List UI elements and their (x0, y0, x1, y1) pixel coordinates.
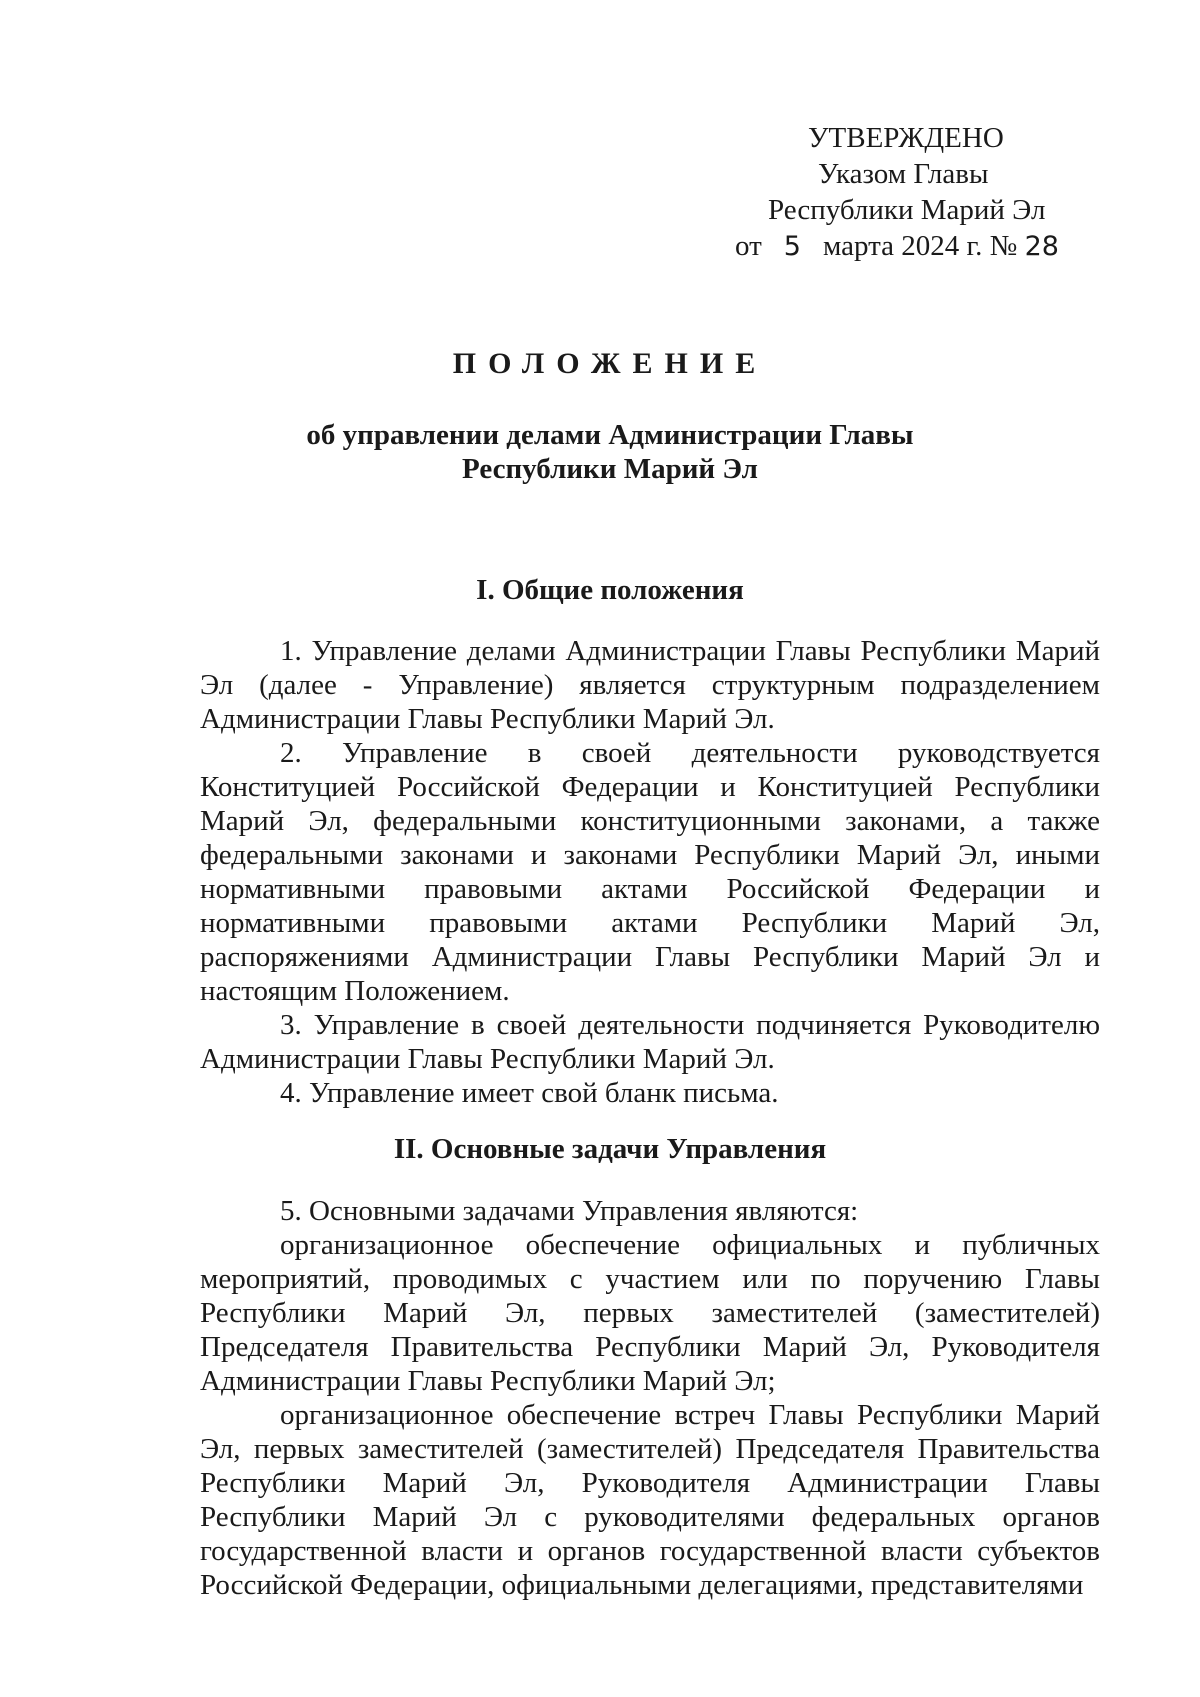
subtitle-line-2: Республики Марий Эл (462, 453, 758, 485)
date-prefix: от (735, 230, 762, 262)
document-subtitle (0, 418, 1200, 486)
paragraph-1: 1. Управление делами Администрации Главы Республики Марий Эл (далее - Управление) является структурным подразделением Администрации Главы Республики Марий Эл. (200, 635, 1100, 735)
date-rest: марта 2024 г. № (822, 230, 1018, 262)
document-title: ПОЛОЖЕНИЕ (452, 347, 768, 380)
task-item-1: организационное обеспечение официальных и публичных мероприятий, проводимых с участием или по поручению Главы Республики Марий Эл, первых заместителей (заместителей) Председателя Правительства Республики Марий Эл, Руководителя Администрации Главы Республики Марий Эл; (200, 1229, 1100, 1397)
section-heading-general: I. Общие положения (476, 574, 744, 606)
section-heading-tasks: II. Основные задачи Управления (393, 1133, 827, 1165)
paragraph-3: 3. Управление в своей деятельности подчиняется Руководителю Администрации Главы Республики Марий Эл. (200, 1009, 1100, 1075)
approval-republic: Республики Марий Эл (768, 194, 1046, 226)
subtitle-line-1: об управлении делами Администрации Главы (306, 419, 914, 451)
section-tasks-body (200, 1194, 1100, 1602)
approval-decree: Указом Главы (818, 158, 989, 190)
task-item-2: организационное обеспечение встреч Главы Республики Марий Эл, первых заместителей (заместителей) Председателя Правительства Республики Марий Эл, Руководителя Администрации Главы Республики Марий Эл с руководителями федеральных органов государственной власти и органов государственной власти субъектов Российской Федерации, официальными делегациями, представителями (200, 1399, 1100, 1601)
paragraph-4: 4. Управление имеет свой бланк письма. (280, 1077, 779, 1109)
decree-number: 28 (1024, 231, 1059, 262)
approval-date-line (690, 228, 1090, 265)
approval-stamp (690, 120, 1090, 265)
paragraph-2: 2. Управление в своей деятельности руководствуется Конституцией Российской Федерации и Конституцией Республики Марий Эл, федеральными конституционными законами, а также федеральными законами и законами Республики Марий Эл, иными нормативными правовыми актами Российской Федерации и нормативными правовыми актами Республики Марий Эл, распоряжениями Администрации Главы Республики Марий Эл и настоящим Положением. (200, 737, 1100, 1007)
approval-title: УТВЕРЖДЕНО (808, 122, 1004, 154)
date-day: 5 (783, 231, 801, 262)
paragraph-5: 5. Основными задачами Управления являются: (280, 1195, 859, 1227)
section-general-body (200, 634, 1100, 1110)
